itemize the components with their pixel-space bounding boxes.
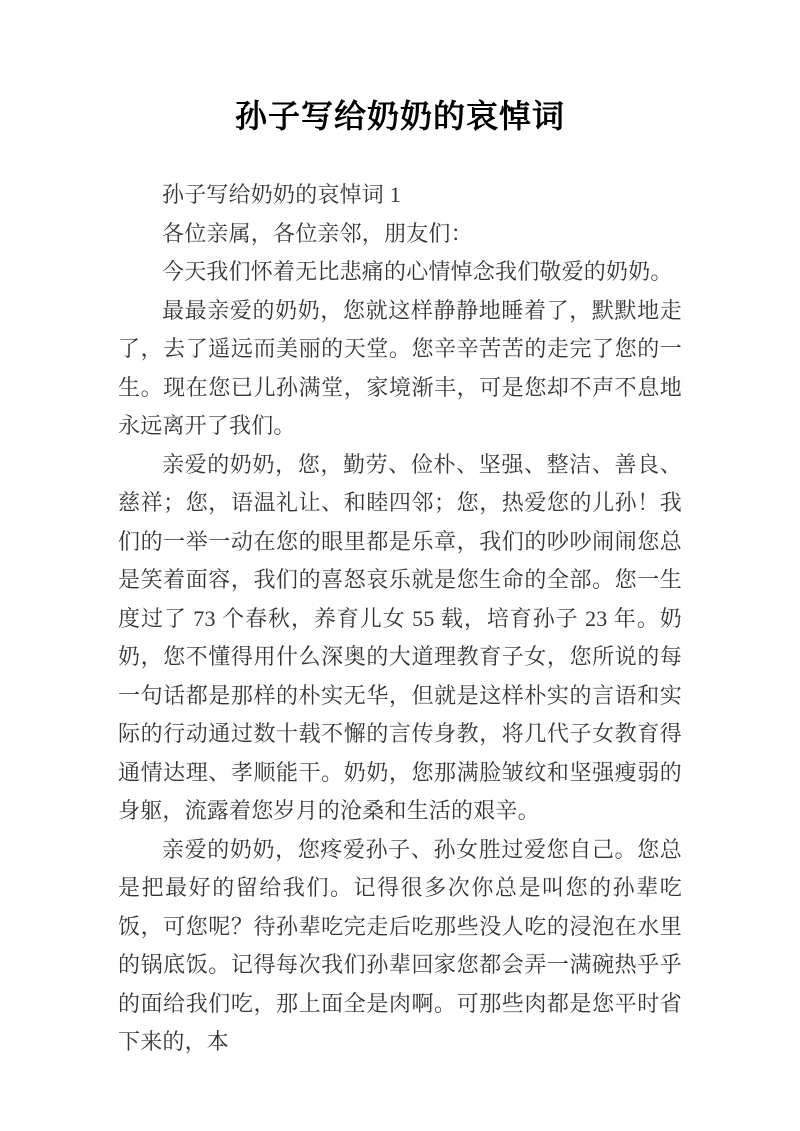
paragraph-memories: 亲爱的奶奶，您疼爱孙子、孙女胜过爱您自己。您总是把最好的留给我们。记得很多次你总是叫您的孙辈吃饭，可您呢？待孙辈吃完走后吃那些没人吃的浸泡在水里的锅底饭。记得每次我们孙辈回家您都会弄一满碗热乎乎的面给我们吃，那上面全是肉啊。可那些肉都是您平时省下来的，本 xyxy=(118,836,682,1054)
paragraph-opening: 今天我们怀着无比悲痛的心情悼念我们敬爱的奶奶。 xyxy=(162,259,673,284)
document-title: 孙子写给奶奶的哀悼词 xyxy=(234,98,565,134)
paragraph-salutation: 各位亲属，各位亲邻，朋友们： xyxy=(162,220,473,246)
paragraph-farewell: 最最亲爱的奶奶，您就这样静静地睡着了，默默地走了，去了遥远而美丽的天堂。您辛辛苦苦的走完了您的一生。现在您已儿孙满堂，家境渐丰，可是您却不声不息地永远离开了我们。 xyxy=(118,297,682,438)
paragraph-virtues: 亲爱的奶奶，您，勤劳、俭朴、坚强、整洁、善良、慈祥；您，语温礼让、和睦四邻；您，热爱您的儿孙！我们的一举一动在您的眼里都是乐章，我们的吵吵闹闹您总是笑着面容，我们的喜怒哀乐就是您生命的全部。您一生度过了 73 个春秋，养育儿女 55 载，培育孙子 23 年。奶奶，您不懂得用什么深奥的大道理教育子女，您所说的每一句话都是那样的朴实无华，但就是这样朴实的言语和实际的行动通过数十载不懈的言传身教，将几代子女教育得通情达理、孝顺能干。奶奶，您那满脸皱纹和坚强瘦弱的身躯，流露着您岁月的沧桑和生活的艰辛。 xyxy=(118,451,682,823)
section-heading: 孙子写给奶奶的哀悼词 1 xyxy=(162,182,401,207)
document-body xyxy=(118,176,682,1062)
